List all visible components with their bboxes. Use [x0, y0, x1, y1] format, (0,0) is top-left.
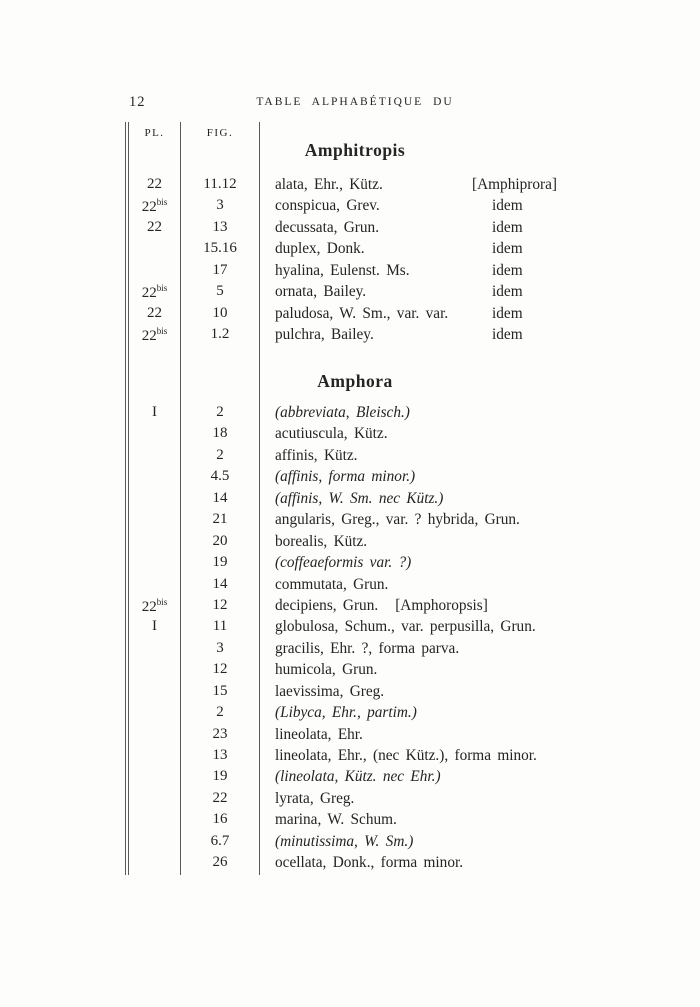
figure-cell: 10 — [212, 304, 228, 321]
table-row — [0, 597, 700, 618]
species-name — [275, 176, 383, 194]
figure-cell: 15 — [212, 682, 228, 699]
figure-cell: 2 — [216, 446, 224, 463]
figure-cell: 13 — [212, 747, 228, 763]
plate-cell — [129, 283, 180, 302]
species-name-text: (abbreviata, Bleisch.) — [275, 404, 410, 421]
species-name — [275, 790, 354, 808]
table-row — [0, 490, 700, 511]
species-name-text: alata, Ehr., Kütz. — [275, 176, 383, 193]
plate-value: 22 — [147, 218, 162, 235]
species-name — [275, 262, 410, 280]
table-row — [0, 640, 700, 661]
plate-value: 22 — [141, 199, 157, 216]
species-name — [275, 640, 459, 658]
species-name-text: decussata, Grun. — [275, 218, 380, 236]
plate-suffix: bis — [156, 596, 168, 607]
section-rows — [0, 404, 700, 876]
species-name-text: gracilis, Ehr. ?, forma parva. — [275, 639, 460, 657]
table-row — [0, 533, 700, 554]
figure-cell: 26 — [212, 854, 228, 871]
species-name-text: lineolata, Ehr., (nec Kütz.), forma minor. — [275, 747, 537, 764]
running-header-title: TABLE ALPHABÉTIQUE DU — [256, 96, 454, 108]
figure-cell: 19 — [212, 768, 228, 785]
section-title-amphitropis: Amphitropis — [304, 140, 406, 160]
species-name — [275, 704, 417, 722]
species-name-text: angularis, Greg., var. ? hybrida, Grun. — [275, 511, 520, 529]
plate-cell — [129, 305, 180, 322]
species-name-text: humicola, Grun. — [275, 661, 378, 679]
figure-cell: 11.12 — [203, 176, 237, 192]
species-name-text: marina, W. Schum. — [275, 811, 397, 829]
table-row — [0, 219, 700, 240]
plate-value: 22 — [147, 176, 162, 192]
species-name — [275, 683, 384, 701]
table-row — [0, 305, 700, 326]
figure-cell: 14 — [212, 575, 228, 592]
species-name — [275, 219, 379, 237]
species-name-text: globulosa, Schum., var. perpusilla, Grun. — [275, 618, 536, 636]
plate-suffix: bis — [156, 197, 168, 208]
species-name-text: (coffeaeformis var. ?) — [275, 554, 412, 572]
species-name — [275, 726, 363, 744]
table-row — [0, 704, 700, 725]
idem-note: idem — [492, 304, 523, 322]
page-number: 12 — [129, 94, 146, 110]
table-row — [0, 197, 700, 218]
species-name-text: duplex, Donk. — [275, 240, 365, 258]
figure-cell: 12 — [212, 596, 228, 613]
species-name-text: affinis, Kütz. — [275, 446, 358, 464]
species-name-text: laevissima, Greg. — [275, 682, 385, 700]
figure-cell: 6.7 — [210, 832, 230, 849]
table-row — [0, 425, 700, 446]
genus-note-inline: [Amphoropsis] — [395, 596, 488, 614]
table-row — [0, 576, 700, 597]
species-name — [275, 511, 520, 529]
species-name — [275, 326, 374, 344]
table-row — [0, 468, 700, 489]
species-name-text: ocellata, Donk., forma minor. — [275, 854, 464, 872]
table-row — [0, 176, 700, 197]
species-name-text: ornata, Bailey. — [275, 283, 367, 301]
species-name-text: (minutissima, W. Sm.) — [275, 832, 414, 850]
species-name — [275, 197, 380, 215]
species-name-text: (lineolata, Kütz. nec Ehr.) — [275, 768, 441, 786]
plate-value: I — [152, 404, 157, 420]
figure-cell: 5 — [216, 283, 224, 300]
figure-cell: 13 — [212, 218, 228, 235]
species-name — [275, 597, 488, 615]
table-row — [0, 833, 700, 854]
table-row — [0, 661, 700, 682]
table-row — [0, 283, 700, 304]
plate-value: 22 — [141, 285, 157, 302]
figure-cell: 20 — [212, 532, 228, 549]
species-name — [275, 447, 358, 465]
species-name-text: commutata, Grun. — [275, 575, 389, 593]
plate-suffix: bis — [156, 283, 168, 294]
species-name-text: conspicua, Grev. — [275, 197, 380, 215]
figure-cell: 22 — [212, 789, 228, 806]
figure-cell: 19 — [212, 554, 228, 571]
species-name-text: acutiuscula, Kütz. — [275, 425, 388, 443]
plate-value: I — [152, 618, 157, 635]
species-name-text: paludosa, W. Sm., var. var. — [275, 304, 449, 322]
table-row — [0, 768, 700, 789]
species-name-text: lineolata, Ehr. — [275, 725, 363, 743]
plate-suffix: bis — [156, 326, 168, 337]
table-row — [0, 811, 700, 832]
species-name — [275, 661, 377, 679]
species-name — [275, 747, 537, 765]
plate-cell — [129, 326, 180, 345]
idem-note: idem — [492, 283, 523, 301]
figure-cell: 18 — [212, 425, 228, 442]
species-name-text: borealis, Kütz. — [275, 532, 368, 550]
idem-note: idem — [492, 240, 523, 258]
figure-cell: 21 — [212, 511, 228, 528]
idem-note: idem — [492, 326, 523, 344]
table-row — [0, 726, 700, 747]
species-name — [275, 833, 413, 851]
idem-note: idem — [492, 218, 523, 236]
species-name-text: lyrata, Greg. — [275, 789, 355, 807]
idem-note: idem — [492, 261, 523, 279]
table-row — [0, 240, 700, 261]
figure-cell: 14 — [212, 489, 228, 506]
figure-cell: 3 — [216, 639, 224, 656]
species-name — [275, 305, 448, 323]
table-row — [0, 618, 700, 639]
plate-value: 22 — [141, 598, 157, 615]
species-name — [275, 490, 443, 508]
species-name — [275, 283, 366, 301]
species-name — [275, 404, 410, 422]
table-row — [0, 404, 700, 425]
figure-cell: 1.2 — [210, 326, 230, 343]
figure-cell: 17 — [212, 261, 228, 278]
plate-cell — [129, 618, 180, 635]
species-name — [275, 768, 441, 786]
species-name — [275, 576, 388, 594]
species-name — [275, 425, 388, 443]
plate-value: 22 — [147, 304, 162, 321]
plate-cell — [129, 404, 180, 421]
figure-cell: 11 — [212, 618, 228, 635]
figure-cell: 15.16 — [203, 240, 237, 257]
species-name — [275, 533, 367, 551]
table-row — [0, 511, 700, 532]
species-name — [275, 618, 536, 636]
table-row — [0, 747, 700, 768]
species-name-text: pulchra, Bailey. — [275, 326, 374, 344]
figure-cell: 16 — [212, 811, 228, 828]
plate-cell — [129, 219, 180, 236]
table-row — [0, 326, 700, 347]
figure-cell: 12 — [212, 661, 228, 678]
species-name — [275, 811, 397, 829]
table-row — [0, 854, 700, 875]
species-name — [275, 468, 415, 486]
figure-cell: 3 — [216, 197, 224, 214]
species-name-text: (Libyca, Ehr., partim.) — [275, 704, 417, 722]
species-name-text: (affinis, forma minor.) — [275, 468, 416, 486]
species-name — [275, 554, 411, 572]
figure-cell: 4.5 — [210, 468, 230, 485]
figure-cell: 2 — [216, 404, 224, 420]
table-row — [0, 554, 700, 575]
plate-value: 22 — [141, 328, 157, 345]
species-name — [275, 240, 365, 258]
table-row — [0, 447, 700, 468]
table-row — [0, 790, 700, 811]
figure-cell: 23 — [212, 725, 228, 742]
plate-cell — [129, 176, 180, 193]
species-name-text: hyalina, Eulenst. Ms. — [275, 261, 410, 279]
section-rows — [0, 176, 700, 348]
figure-cell: 2 — [216, 704, 224, 721]
column-header-figure: FIG. — [206, 127, 234, 139]
column-header-plate: PL. — [144, 127, 165, 139]
section-title-amphora: Amphora — [317, 371, 393, 391]
idem-note: idem — [492, 197, 523, 215]
table-row — [0, 262, 700, 283]
plate-cell — [129, 597, 180, 616]
table-row — [0, 683, 700, 704]
genus-note: [Amphiprora] — [472, 176, 557, 193]
species-name-text: (affinis, W. Sm. nec Kütz.) — [275, 489, 444, 507]
species-name — [275, 854, 463, 872]
plate-cell — [129, 197, 180, 216]
species-name-text: decipiens, Grun. — [275, 596, 379, 614]
